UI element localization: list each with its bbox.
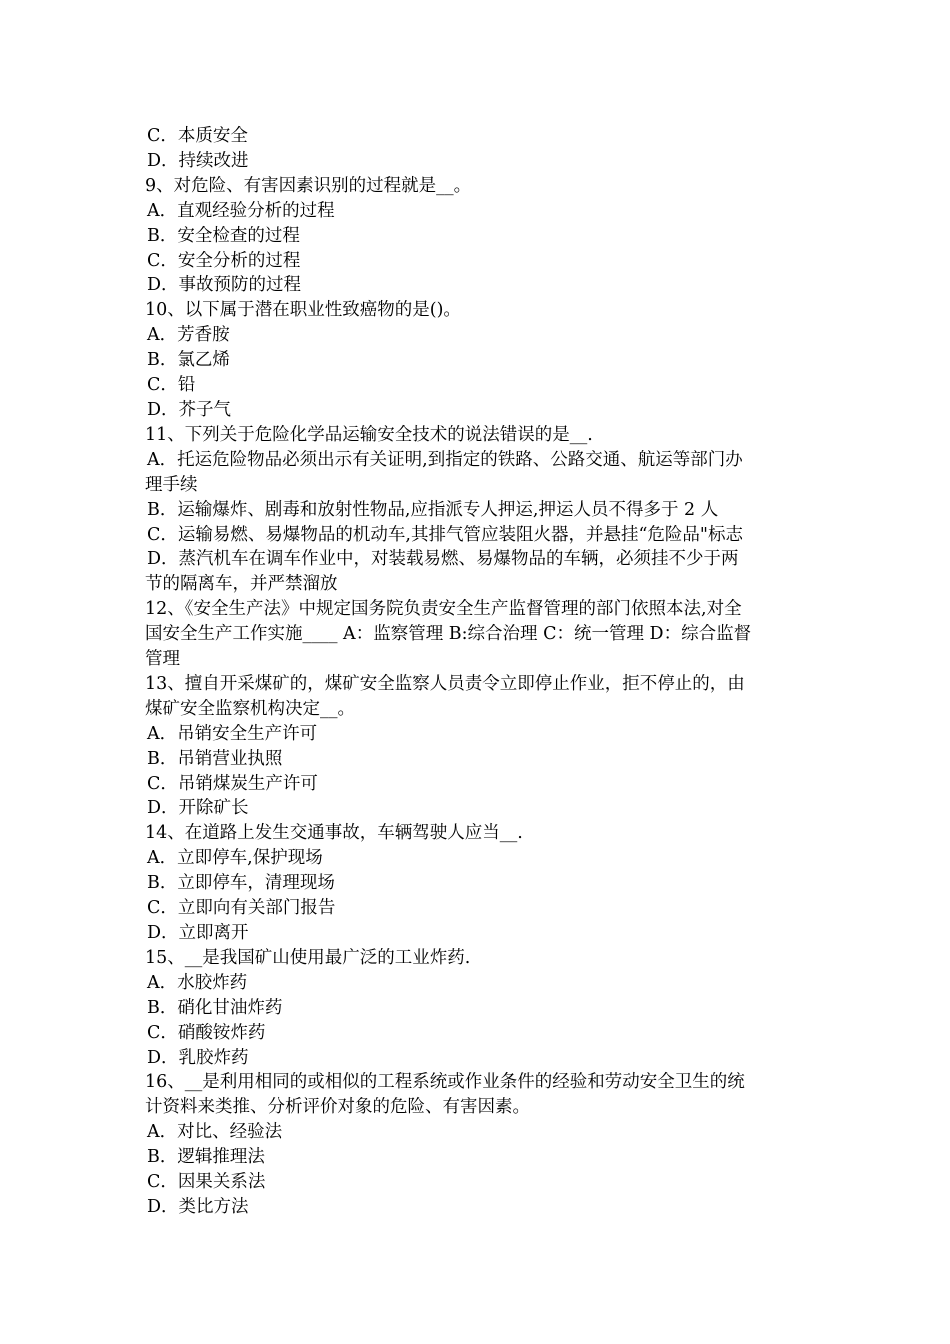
option-line: D．类比方法 (147, 1196, 249, 1217)
option-line: B．立即停车，清理现场 (147, 873, 335, 894)
option-line: D．立即离开 (147, 923, 249, 943)
continuation-line: 理手续 (145, 474, 198, 495)
option-line: A．水胶炸药 (147, 972, 248, 993)
option-line: D．芥子气 (147, 399, 232, 420)
question-line: 14、在道路上发生交通事故，车辆驾驶人应当__. (145, 823, 523, 844)
continuation-line: 计资料来类推、分析评价对象的危险、有害因素。 (145, 1097, 530, 1118)
question-line: 12、《安全生产法》中规定国务院负责安全生产监督管理的部门依照本法,对全 (145, 599, 742, 620)
option-line: D．持续改进 (147, 150, 249, 171)
option-line: A．芳香胺 (147, 325, 230, 346)
option-line: B．安全检查的过程 (147, 225, 300, 246)
option-line: A．吊销安全生产许可 (147, 723, 318, 744)
question-line: 11、下列关于危险化学品运输安全技术的说法错误的是__. (145, 424, 593, 445)
continuation-line: 煤矿安全监察机构决定__。 (145, 698, 355, 719)
option-line: C．运输易燃、易爆物品的机动车,其排气管应装阻火器，并悬挂“危险品"标志 (147, 524, 743, 545)
question-line: 13、擅自开采煤矿的，煤矿安全监察人员责令立即停止作业，拒不停止的，由 (145, 673, 745, 694)
option-line: A．立即停车,保护现场 (147, 848, 323, 869)
document-page (145, 124, 810, 1220)
option-line: B．氯乙烯 (147, 350, 230, 371)
option-line: D．开除矿长 (147, 798, 249, 819)
option-line: D．乳胶炸药 (147, 1047, 249, 1068)
option-line: C．安全分析的过程 (147, 250, 301, 271)
option-line: B．逻辑推理法 (147, 1147, 265, 1168)
option-line: C．硝酸铵炸药 (147, 1022, 266, 1043)
question-line: 16、__是利用相同的或相似的工程系统或作业条件的经验和劳动安全卫生的统 (145, 1072, 745, 1093)
option-line: D．蒸汽机车在调车作业中，对装载易燃、易爆物品的车辆，必须挂不少于两 (147, 549, 739, 570)
option-line: A．对比、经验法 (147, 1122, 283, 1143)
option-line: C．因果关系法 (147, 1172, 266, 1193)
option-line: C．吊销煤炭生产许可 (147, 773, 318, 794)
option-line: B．运输爆炸、剧毒和放射性物品,应指派专人押运,押运人员不得多于 2 人 (147, 499, 719, 520)
continuation-line: 节的隔离车，并严禁溜放 (145, 574, 338, 595)
option-line: B．吊销营业执照 (147, 748, 283, 769)
option-line: D．事故预防的过程 (147, 275, 302, 296)
question-line: 10、以下属于潜在职业性致癌物的是()。 (145, 300, 461, 321)
continuation-line: 管理 (145, 649, 180, 670)
option-line: C．立即向有关部门报告 (147, 898, 336, 919)
option-line: C．铅 (147, 375, 196, 396)
continuation-line: 国安全生产工作实施____ A：监察管理 B:综合治理 C：统一管理 D：综合监督 (145, 624, 752, 645)
option-line: B．硝化甘油炸药 (147, 997, 283, 1018)
option-line: C．本质安全 (147, 126, 248, 146)
option-line: A．托运危险物品必须出示有关证明,到指定的铁路、公路交通、航运等部门办 (147, 449, 743, 470)
question-line: 15、__是我国矿山使用最广泛的工业炸药. (145, 947, 471, 968)
option-line: A．直观经验分析的过程 (147, 200, 335, 221)
question-line: 9、对危险、有害因素识别的过程就是__。 (145, 175, 472, 196)
